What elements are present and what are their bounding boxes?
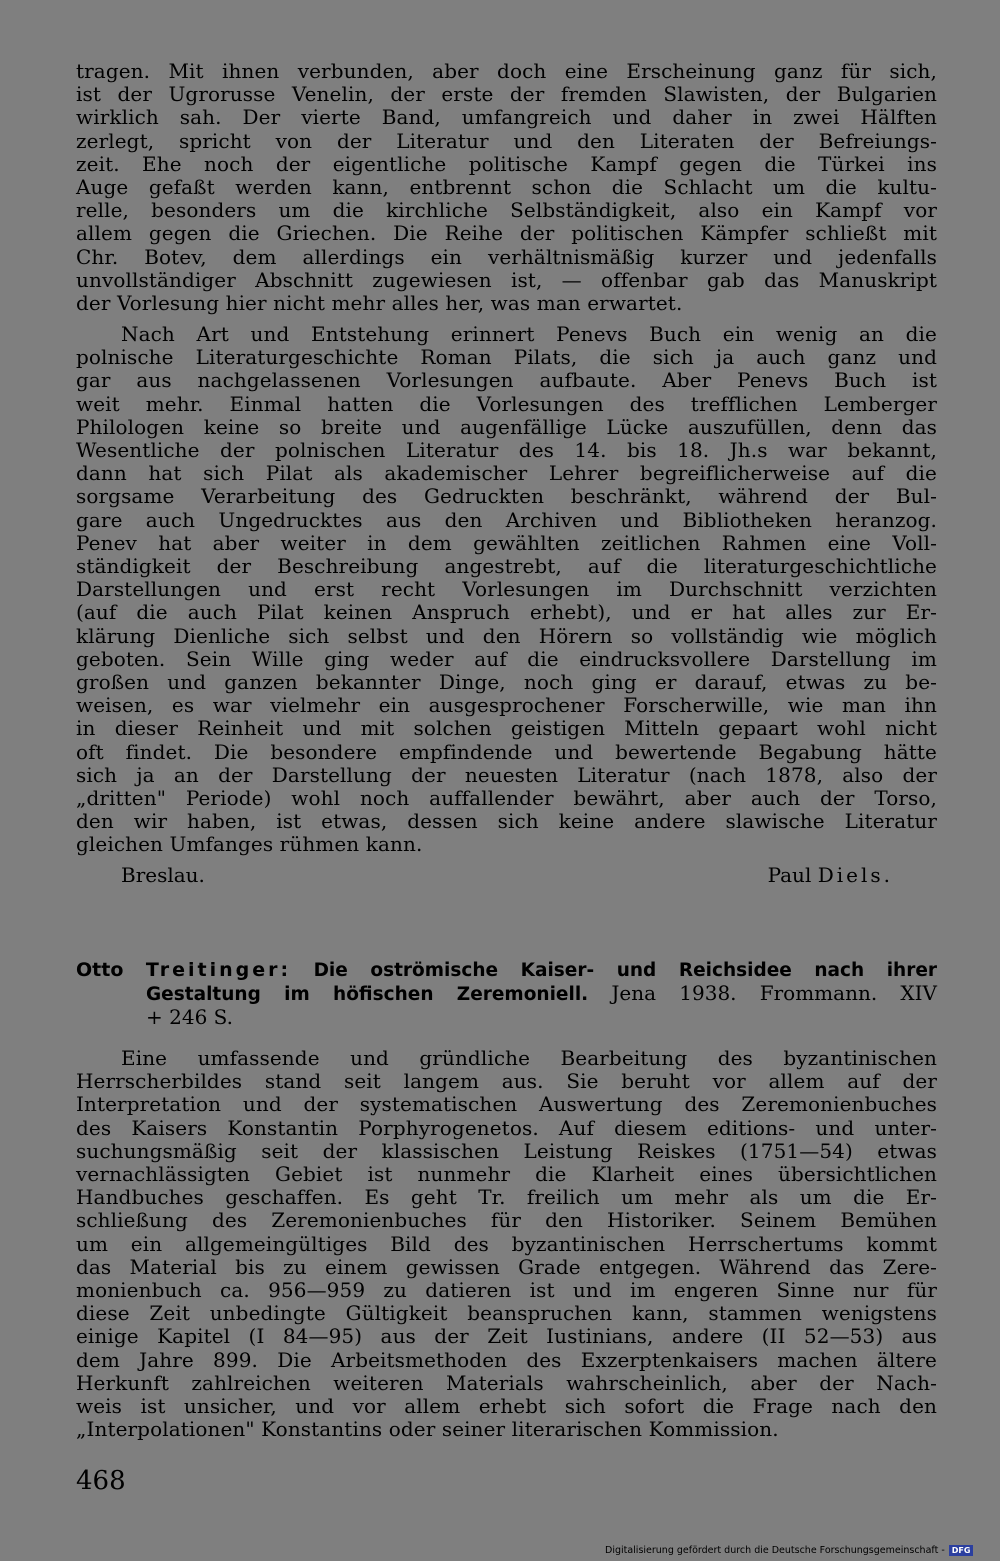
text-line: vernachlässigten Gebiet ist nunmehr die Klarheit eines übersichtlichen [76,1162,937,1187]
signature-author [768,862,893,888]
text-line: gleichen Umfanges rühmen kann. [76,832,423,857]
text-line: (auf die auch Pilat keinen Anspruch erhebt), und er hat alles zur Er- [76,600,937,625]
text-line: weisen, es war vielmehr ein ausgesprochener Forscherwille, wie man ihn [76,693,937,718]
text-line: allem gegen die Griechen. Die Reihe der politischen Kämpfer schließt mit [76,221,937,246]
text-line: weis ist unsicher, und vor allem erhebt sich sofort die Frage nach den [76,1394,937,1419]
review-heading [76,958,937,1030]
dfg-logo-icon: DFG [949,1545,974,1556]
text-line: monienbuch ca. 956—959 zu datieren ist und im engeren Sinne nur für [76,1278,937,1303]
paragraph-3 [76,1047,937,1441]
text-line: Interpretation und der systematischen Auswertung des Zeremonienbuches [76,1092,937,1117]
text-line: in dieser Reinheit und mit solchen geistigen Mitteln gepaart wohl nicht [76,716,937,741]
text-line: sorgsame Verarbeitung des Gedruckten beschränkt, während der Bul- [76,484,937,509]
text-line: tragen. Mit ihnen verbunden, aber doch eine Erscheinung ganz für sich, [76,59,937,83]
review-title-part-1: Die oströmische Kaiser- und Reichsidee nach ihrer [313,960,938,981]
text-line: wirklich sah. Der vierte Band, umfangreich und daher in zwei Hälften [76,105,937,130]
digitization-footer [605,1545,973,1556]
text-line: des Kaisers Konstantin Porphyrogenetos. Auf diesem editions- und unter- [76,1115,937,1140]
text-line: klärung Dienliche sich selbst und den Hörern so vollständig wie möglich [76,623,937,648]
text-line: weit mehr. Einmal hatten die Vorlesungen des trefflichen Lemberger [76,391,937,416]
paragraph-1 [76,60,937,315]
signature-author-first: Paul [767,863,812,887]
text-line: polnische Literaturgeschichte Roman Pilats, die sich ja auch ganz und [76,345,937,370]
footer-text: Digitalisierung gefördert durch die Deutsche Forschungsgemeinschaft - [605,1545,945,1556]
text-line: Herkunft zahlreichen weiteren Materials wahrscheinlich, aber der Nach- [76,1370,937,1395]
text-line: Nach Art und Entstehung erinnert Penevs Buch ein wenig an die [121,322,937,346]
text-line: diese Zeit unbedingte Gültigkeit beanspruchen kann, stammen wenigstens [76,1301,937,1326]
paragraph-2 [76,323,937,857]
text-line: einige Kapitel (I 84—95) aus der Zeit Iustinians, andere (II 52—53) aus [76,1324,937,1349]
text-line: „Interpolationen" Konstantins oder seiner literarischen Kommission. [76,1417,779,1442]
signature-place: Breslau. [121,863,205,887]
text-line: Auge gefaßt werden kann, entbrennt schon die Schlacht um die kultu- [76,175,937,200]
text-line: großen und ganzen bekannter Dinge, noch ging er darauf, etwas zu be- [76,670,937,695]
review-title-part-2: Gestaltung im höfischen Zeremoniell. [146,984,589,1006]
review-heading-line-2 [76,982,937,1006]
text-line: „dritten" Periode) wohl noch auffallender bewährt, aber auch der Torso, [76,786,937,811]
text-line: Handbuches geschaffen. Es geht Tr. freilich um mehr als um die Er- [76,1185,937,1210]
page-number: 468 [76,1466,126,1496]
review-heading-line-1 [76,958,937,982]
text-line: um ein allgemeingültiges Bild des byzantinischen Herrschertums kommt [76,1231,937,1256]
text-line: den wir haben, ist etwas, dessen sich keine andere slawische Literatur [76,809,937,834]
review-author-first: Otto [76,959,124,981]
text-line: dann hat sich Pilat als akademischer Lehrer begreiflicherweise auf die [76,461,937,486]
text-line: gare auch Ungedrucktes aus den Archiven und Bibliotheken heranzog. [76,507,937,532]
text-line: Herrscherbildes stand seit langem aus. Sie beruht vor allem auf der [76,1069,937,1094]
text-line: unvollständiger Abschnitt zugewiesen ist, — offenbar gab das Manuskript [76,267,937,292]
text-line: dem Jahre 899. Die Arbeitsmethoden des Exzerptenkaisers machen ältere [76,1347,937,1372]
review-publication: Jena 1938. Frommann. XIV [611,981,937,1006]
text-line: Darstellungen und erst recht Vorlesungen im Durchschnitt verzichten [76,577,937,602]
review-signature [121,862,893,888]
text-line: das Material bis zu einem gewissen Grade entgegen. Während das Zere- [76,1254,937,1279]
text-line: zerlegt, spricht von der Literatur und den Literaten der Befreiungs- [76,128,937,153]
text-line: gar aus nachgelassenen Vorlesungen aufbaute. Aber Penevs Buch ist [76,368,937,393]
text-line: suchungsmäßig seit der klassischen Leistung Reiskes (1751—54) etwas [76,1138,937,1163]
text-line: relle, besonders um die kirchliche Selbständigkeit, also ein Kampf vor [76,198,937,223]
text-line: sich ja an der Darstellung der neuesten Literatur (nach 1878, also der [76,762,937,787]
text-line: ist der Ugrorusse Venelin, der erste der fremden Slawisten, der Bulgarien [76,82,937,107]
text-line: geboten. Sein Wille ging weder auf die eindrucksvollere Darstellung im [76,646,937,671]
text-line: oft findet. Die besondere empfindende und bewertende Begabung hätte [76,739,937,764]
text-line: schließung des Zeremonienbuches für den Historiker. Seinem Bemühen [76,1208,937,1233]
signature-author-last: Diels. [817,863,893,887]
text-line: der Vorlesung hier nicht mehr alles her, was man erwartet. [76,291,683,316]
text-line: Penev hat aber weiter in dem gewählten zeitlichen Rahmen eine Voll- [76,530,937,555]
text-line: Chr. Botev, dem allerdings ein verhältnismäßig kurzer und jedenfalls [76,244,937,269]
review-pages: + 246 S. [146,1005,233,1030]
text-line: zeit. Ehe noch der eigentliche politische Kampf gegen die Türkei ins [76,151,937,176]
text-line: ständigkeit der Beschreibung angestrebt, auf die literaturgeschichtliche [76,554,937,579]
text-line: Wesentliche der polnischen Literatur des 14. bis 18. Jh.s war bekannt, [76,438,937,463]
text-line: Eine umfassende und gründliche Bearbeitung des byzantinischen [121,1046,937,1070]
review-author-last: Treitinger: [145,959,292,981]
text-line: Philologen keine so breite und augenfällige Lücke auszufüllen, denn das [76,414,937,439]
